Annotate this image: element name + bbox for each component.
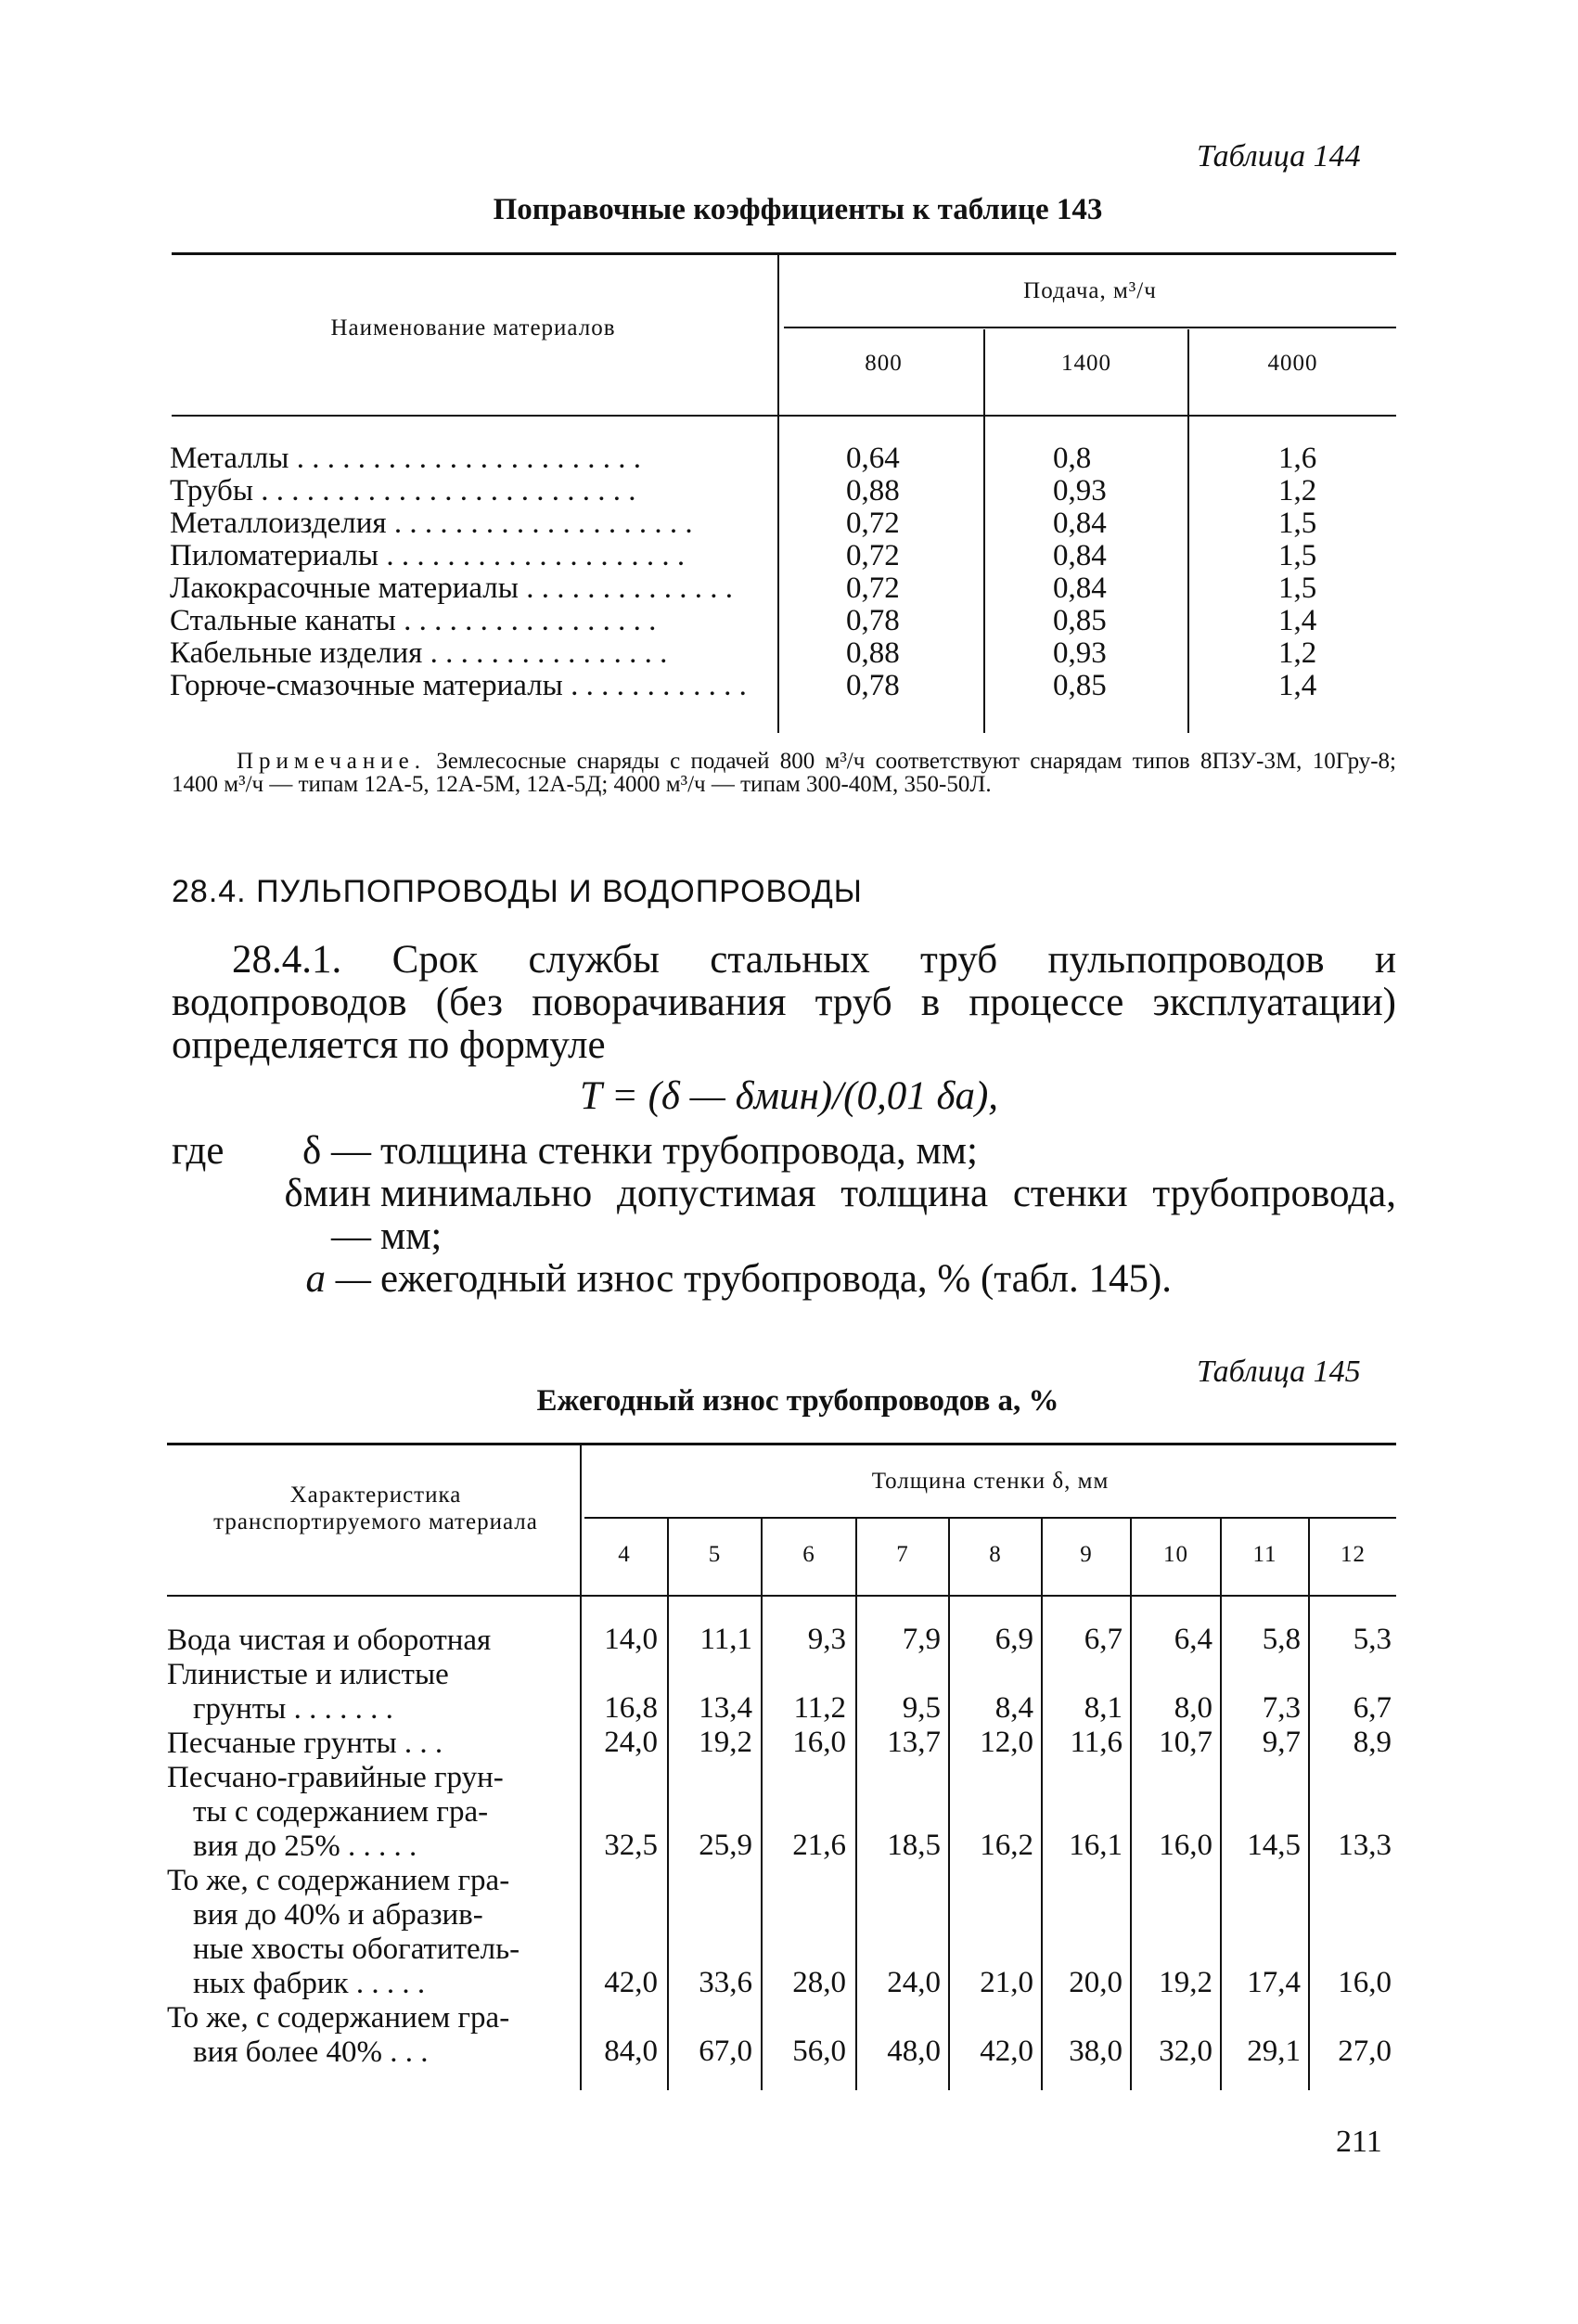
table-145-row-label: Песчаные грунты . . . xyxy=(167,1727,443,1760)
table-144-top-rule xyxy=(172,252,1396,255)
table-145-cell: 11,1 xyxy=(699,1623,752,1656)
table-144-row-label: Кабельные изделия . . . . . . . . . . . . . . . . xyxy=(170,637,668,670)
table-145-cell: 38,0 xyxy=(1069,2035,1123,2068)
table-145-cell: 32,0 xyxy=(1159,2035,1212,2068)
table-145-col-header: 4 xyxy=(618,1542,631,1567)
table-145-cell: 5,3 xyxy=(1353,1623,1392,1656)
table-145-cell: 9,3 xyxy=(807,1623,846,1656)
table-145-cell: 16,8 xyxy=(604,1691,658,1725)
table-144-cell: 1,5 xyxy=(1278,507,1317,540)
table-145-title: Ежегодный износ трубопроводов a, % xyxy=(536,1384,1059,1418)
definition-text: толщина стенки трубопровода, мм; xyxy=(380,1129,978,1173)
table-145-col-header: 8 xyxy=(989,1542,1002,1567)
table-144-cell: 0,84 xyxy=(1053,507,1107,540)
table-145-cell: 84,0 xyxy=(604,2035,658,2068)
table-145-cell: 17,4 xyxy=(1247,1966,1301,1999)
table-144-cell: 0,85 xyxy=(1053,669,1107,702)
table-145-divider xyxy=(1220,1519,1222,2090)
table-145-cell: 29,1 xyxy=(1247,2035,1301,2068)
table-144-cell: 0,93 xyxy=(1053,474,1107,507)
table-145-divider xyxy=(948,1519,950,2090)
table-144-row-label: Металлоизделия . . . . . . . . . . . . . . . . . . . . xyxy=(170,507,693,540)
table-144-cell: 1,4 xyxy=(1278,669,1317,702)
table-144-cell: 0,88 xyxy=(846,636,900,670)
table-144-cell: 0,88 xyxy=(846,474,900,507)
table-145-cell: 25,9 xyxy=(699,1829,752,1862)
definition-text: ежегодный износ трубопровода, % (табл. 145). xyxy=(380,1257,1173,1301)
table-145-cell: 56,0 xyxy=(792,2035,846,2068)
table-144-cell: 0,84 xyxy=(1053,539,1107,572)
table-144-divider xyxy=(777,255,779,733)
table-145-cell: 24,0 xyxy=(604,1726,658,1759)
page-number: 211 xyxy=(1336,2125,1382,2159)
table-145-cell: 6,7 xyxy=(1353,1691,1392,1725)
table-144-cell: 0,72 xyxy=(846,539,900,572)
table-144-subheader-rule xyxy=(784,327,1396,328)
table-145-cell: 16,1 xyxy=(1069,1829,1123,1862)
table-145-cell: 21,6 xyxy=(792,1829,846,1862)
definition-symbol: δмин — xyxy=(284,1172,371,1258)
table-145-cell: 6,4 xyxy=(1174,1623,1212,1656)
table-145-cell: 10,7 xyxy=(1159,1726,1212,1759)
where-word: где xyxy=(172,1129,225,1173)
table-145-divider xyxy=(1130,1519,1132,2090)
table-145-cell: 13,4 xyxy=(699,1691,752,1725)
table-144-cell: 0,8 xyxy=(1053,442,1092,475)
table-144-cell: 1,5 xyxy=(1278,539,1317,572)
table-145-cell: 48,0 xyxy=(887,2035,941,2068)
table-145-divider xyxy=(1308,1519,1310,2090)
table-145-cell: 16,2 xyxy=(980,1829,1033,1862)
table-145-cell: 33,6 xyxy=(699,1966,752,1999)
table-145-cell: 21,0 xyxy=(980,1966,1033,1999)
table-145-cell: 28,0 xyxy=(792,1966,846,1999)
table-145-cell: 19,2 xyxy=(1159,1966,1212,1999)
table-145-subheader-rule xyxy=(584,1517,1396,1519)
table-144-cell: 1,6 xyxy=(1278,442,1317,475)
table-144-cell: 0,64 xyxy=(846,442,900,475)
table-145-col-name-header: Характеристика транспортируемого материала xyxy=(213,1483,538,1534)
table-145-row-label: Вода чистая и оборотная xyxy=(167,1624,492,1657)
table-145-row-label: То же, с содержанием гра- вия до 40% и абразив- ные хвосты обогатитель- ных фабрик . . . . . xyxy=(167,1864,520,2000)
table-145-cell: 67,0 xyxy=(699,2035,752,2068)
table-144-col-header-1400: 1400 xyxy=(1061,351,1111,376)
table-144-row-label: Трубы . . . . . . . . . . . . . . . . . . . . . . . . . xyxy=(170,475,636,507)
table-145-cell: 16,0 xyxy=(792,1726,846,1759)
table-145-cell: 14,5 xyxy=(1247,1829,1301,1862)
table-144-col-header-800: 800 xyxy=(865,351,903,376)
table-145-row-label: Песчано-гравийные грун- ты с содержанием гра- вия до 25% . . . . . xyxy=(167,1761,504,1863)
table-144-cell: 0,93 xyxy=(1053,636,1107,670)
table-145-cell: 13,7 xyxy=(887,1726,941,1759)
table-144-cell: 1,4 xyxy=(1278,604,1317,637)
table-145-col-header: 11 xyxy=(1252,1542,1277,1567)
table-144-row-label: Лакокрасочные материалы . . . . . . . . . . . . . . xyxy=(170,572,733,605)
table-145-cell: 16,0 xyxy=(1338,1966,1392,1999)
table-145-cell: 14,0 xyxy=(604,1623,658,1656)
table-145-col-header: 7 xyxy=(896,1542,909,1567)
table-144-note: Примечание. Землесосные снаряды с подачей 800 м³/ч соответствуют снарядам типов 8ПЗУ-3М, 10Гру-8; 1400 м³/ч — типам 12А-5, 12А-5М, 12А-5Д; 4000 м³/ч — типам 300-40М, 350-50Л. xyxy=(172,749,1397,797)
table-145-cell: 42,0 xyxy=(980,2035,1033,2068)
table-145-cell: 6,9 xyxy=(994,1623,1033,1656)
table-145-cell: 11,2 xyxy=(793,1691,846,1725)
section-heading: 28.4. ПУЛЬПОПРОВОДЫ И ВОДОПРОВОДЫ xyxy=(172,874,863,909)
definition-symbol: a — xyxy=(305,1257,371,1301)
table-145-cell: 7,3 xyxy=(1262,1691,1301,1725)
table-145-cell: 20,0 xyxy=(1069,1966,1123,1999)
table-145-group-header: Толщина стенки δ, мм xyxy=(871,1469,1110,1494)
table-145-cell: 8,0 xyxy=(1174,1691,1212,1725)
table-144-title: Поправочные коэффициенты к таблице 143 xyxy=(493,193,1103,226)
table-144-col-name-header: Наименование материалов xyxy=(330,315,616,340)
table-144-cell: 1,5 xyxy=(1278,571,1317,605)
table-144-divider xyxy=(1187,329,1189,733)
table-145-cell: 6,7 xyxy=(1084,1623,1123,1656)
table-144-row-label: Стальные канаты . . . . . . . . . . . . . . . . . xyxy=(170,605,657,637)
table-145-cell: 8,1 xyxy=(1084,1691,1123,1725)
formula: T = (δ — δмин)/(0,01 δa), xyxy=(579,1074,999,1118)
table-144-cell: 1,2 xyxy=(1278,474,1317,507)
table-145-cell: 9,5 xyxy=(902,1691,941,1725)
table-145-cell: 9,7 xyxy=(1262,1726,1301,1759)
table-144-cell: 0,78 xyxy=(846,604,900,637)
table-145-cell: 8,4 xyxy=(994,1691,1033,1725)
table-145-divider xyxy=(855,1519,857,2090)
table-145-col-header: 9 xyxy=(1080,1542,1093,1567)
table-145-divider xyxy=(761,1519,763,2090)
definition-text: минимально допустимая толщина стенки трубопровода, мм; xyxy=(380,1172,1396,1258)
table-145-row-label: Глинистые и илистые грунты . . . . . . . xyxy=(167,1658,449,1726)
table-145-cell: 8,9 xyxy=(1353,1726,1392,1759)
table-145-cell: 24,0 xyxy=(887,1966,941,1999)
table-145-cell: 27,0 xyxy=(1338,2035,1392,2068)
definition-symbol: δ — xyxy=(301,1129,371,1173)
table-145-row-label: То же, с содержанием гра- вия более 40% . . . xyxy=(167,2001,510,2069)
table-144-col-header-4000: 4000 xyxy=(1267,351,1318,376)
table-144-cell: 0,84 xyxy=(1053,571,1107,605)
table-144-cell: 1,2 xyxy=(1278,636,1317,670)
table-145-label: Таблица 145 xyxy=(1197,1355,1361,1389)
table-144-cell: 0,85 xyxy=(1053,604,1107,637)
table-144-row-label: Горюче-смазочные материалы . . . . . . . . . . . . xyxy=(170,670,747,702)
table-145-cell: 19,2 xyxy=(699,1726,752,1759)
table-145-top-rule xyxy=(167,1443,1396,1445)
table-144-cell: 0,72 xyxy=(846,507,900,540)
table-145-cell: 5,8 xyxy=(1262,1623,1301,1656)
section-paragraph: 28.4.1. Срок службы стальных труб пульпопроводов и водопроводов (без поворачивания труб в процессе эксплуатации) определяется по формуле xyxy=(172,938,1396,1067)
table-144-row-label: Пиломатериалы . . . . . . . . . . . . . . . . . . . . xyxy=(170,540,686,572)
table-145-cell: 32,5 xyxy=(604,1829,658,1862)
table-144-cell: 0,72 xyxy=(846,571,900,605)
table-145-cell: 13,3 xyxy=(1338,1829,1392,1862)
table-145-divider xyxy=(1041,1519,1043,2090)
table-145-cell: 42,0 xyxy=(604,1966,658,1999)
table-145-cell: 16,0 xyxy=(1159,1829,1212,1862)
table-145-col-header: 12 xyxy=(1341,1542,1366,1567)
table-144-row-label: Металлы . . . . . . . . . . . . . . . . . . . . . . . xyxy=(170,443,641,475)
table-144-cell: 0,78 xyxy=(846,669,900,702)
table-144-label: Таблица 144 xyxy=(1197,139,1361,173)
table-145-header-rule xyxy=(167,1595,1396,1597)
table-145-cell: 11,6 xyxy=(1070,1726,1123,1759)
table-145-col-header: 10 xyxy=(1163,1542,1188,1567)
table-145-col-header: 6 xyxy=(802,1542,815,1567)
table-144-divider xyxy=(983,329,985,733)
table-145-cell: 12,0 xyxy=(980,1726,1033,1759)
table-144-header-rule xyxy=(172,415,1396,417)
table-144-group-header: Подача, м³/ч xyxy=(1023,278,1157,303)
table-145-divider xyxy=(667,1519,669,2090)
table-145-cell: 18,5 xyxy=(887,1829,941,1862)
table-145-cell: 7,9 xyxy=(902,1623,941,1656)
table-145-col-header: 5 xyxy=(708,1542,722,1567)
